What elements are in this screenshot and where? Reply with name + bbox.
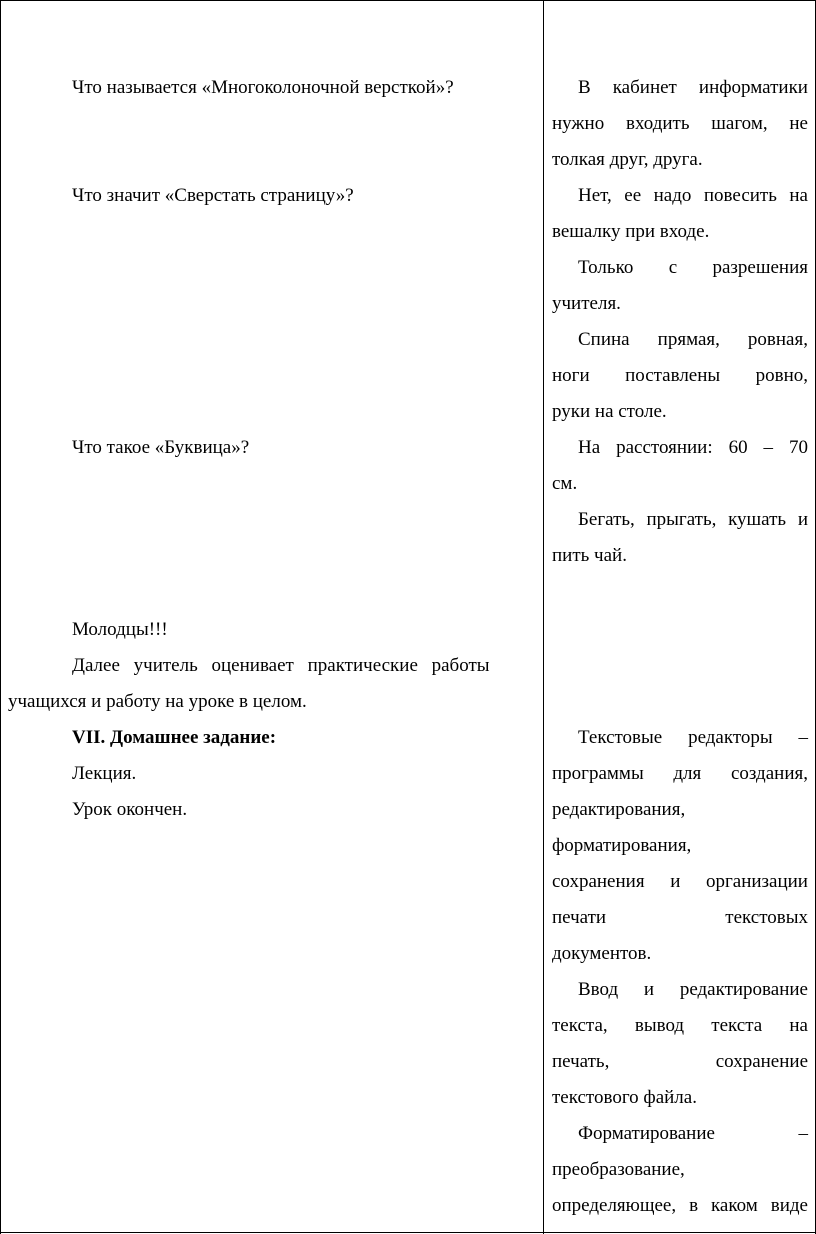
word: вывод [634,1015,685,1036]
word: с [668,257,678,278]
definition-line: форматирования, [552,835,692,856]
word: поставлены [625,365,721,386]
word: создания, [730,763,808,784]
word: редактирование [679,979,808,1000]
word: каком [710,1195,758,1216]
answer-entering-class [552,70,808,178]
word: для [673,763,702,784]
word: ровно, [755,365,808,386]
word: Только [578,257,634,278]
word: нужно [552,113,605,134]
word: ее [624,185,642,206]
answer-permission [552,250,808,322]
word: 70 [788,437,808,458]
word: Текстовые [578,727,663,748]
answer-hanging-clothes [552,178,808,250]
word: В [578,77,591,98]
word: и [643,979,655,1000]
definition-line [552,1008,808,1044]
word: на [789,1015,808,1036]
teacher-text-line-1-content: Далее учитель оценивает практические работы [72,655,490,676]
word: шагом, [711,113,768,134]
definition-line [552,1188,808,1224]
definition-line [552,864,808,900]
word: печати [552,907,607,928]
word: организации [705,871,808,892]
answer-line [552,178,808,214]
word: ровная, [747,329,808,350]
answer-line [552,106,808,142]
homework-heading-text: VII. Домашнее задание: [72,727,277,748]
word: текста, [552,1015,608,1036]
answer-line [552,430,808,466]
word: На [578,437,601,458]
word: разрешения [712,257,808,278]
definition-line [552,720,808,756]
word: сохранение [715,1051,808,1072]
definition-text-editors [552,720,808,972]
answer-line [552,502,808,538]
word: Ввод [578,979,619,1000]
answer-line: см. [552,473,578,494]
definition-line [552,1116,808,1152]
question-drop-cap: Что такое «Буквица»? [72,437,250,458]
word: не [789,113,808,134]
table-border-top [0,0,816,1]
word: – [798,1123,808,1144]
answer-line: толкая друг, друга. [552,149,703,170]
word: текстовых [725,907,808,928]
teacher-text-line-1 [72,648,534,684]
definition-editor-functions [552,972,808,1116]
word: программы [552,763,644,784]
word: Бегать, [578,509,635,530]
answer-distance [552,430,808,502]
definition-line: преобразование, [552,1159,685,1180]
word: прыгать, [646,509,717,530]
answer-line [552,358,808,394]
table-border-left [0,0,1,1234]
word: Форматирование [578,1123,715,1144]
answer-forbidden-actions [552,502,808,574]
question-multicolumn-layout: Что называется «Многоколоночной версткой»? [72,77,454,98]
word: – [798,727,808,748]
definition-line [552,756,808,792]
word: ноги [552,365,590,386]
word: и [797,509,808,530]
answer-line: пить чай. [552,545,627,566]
answer-line [552,70,808,106]
word: надо [653,185,692,206]
word: Нет, [578,185,612,206]
definition-line: текстового файла. [552,1087,697,1108]
answer-line: вешалку при входе. [552,221,710,242]
answer-posture [552,322,808,430]
word: редакторы [688,727,773,748]
word: на [789,185,808,206]
table-border-middle [543,0,544,1234]
word: входить [626,113,690,134]
word: и [670,871,681,892]
word: повесить [703,185,777,206]
word: информатики [698,77,808,98]
definition-line: редактирования, [552,799,686,820]
definition-line [552,900,808,936]
word: расстоянии: [616,437,713,458]
praise-text: Молодцы!!! [72,619,168,640]
lesson-end-text: Урок окончен. [72,799,188,820]
table-border-bottom [0,1232,816,1233]
answer-line [552,322,808,358]
answer-line: руки на столе. [552,401,667,422]
word: прямая, [657,329,720,350]
answer-line [552,250,808,286]
definition-line [552,1044,808,1080]
word: кушать [728,509,787,530]
definition-line [552,972,808,1008]
word: – [763,437,774,458]
definition-formatting [552,1116,808,1224]
homework-text: Лекция. [72,763,137,784]
word: текста [711,1015,763,1036]
word: сохранения [552,871,645,892]
word: 60 [728,437,748,458]
homework-heading [72,720,276,756]
question-page-layout: Что значит «Сверстать страницу»? [72,185,354,206]
answer-line: учителя. [552,293,621,314]
word: в [689,1195,699,1216]
word: виде [770,1195,808,1216]
word: кабинет [612,77,677,98]
word: печать, [552,1051,610,1072]
teacher-text-line-2: учащихся и работу на уроке в целом. [8,691,307,712]
word: определяющее, [552,1195,677,1216]
word: Спина [578,329,630,350]
definition-line: документов. [552,943,652,964]
